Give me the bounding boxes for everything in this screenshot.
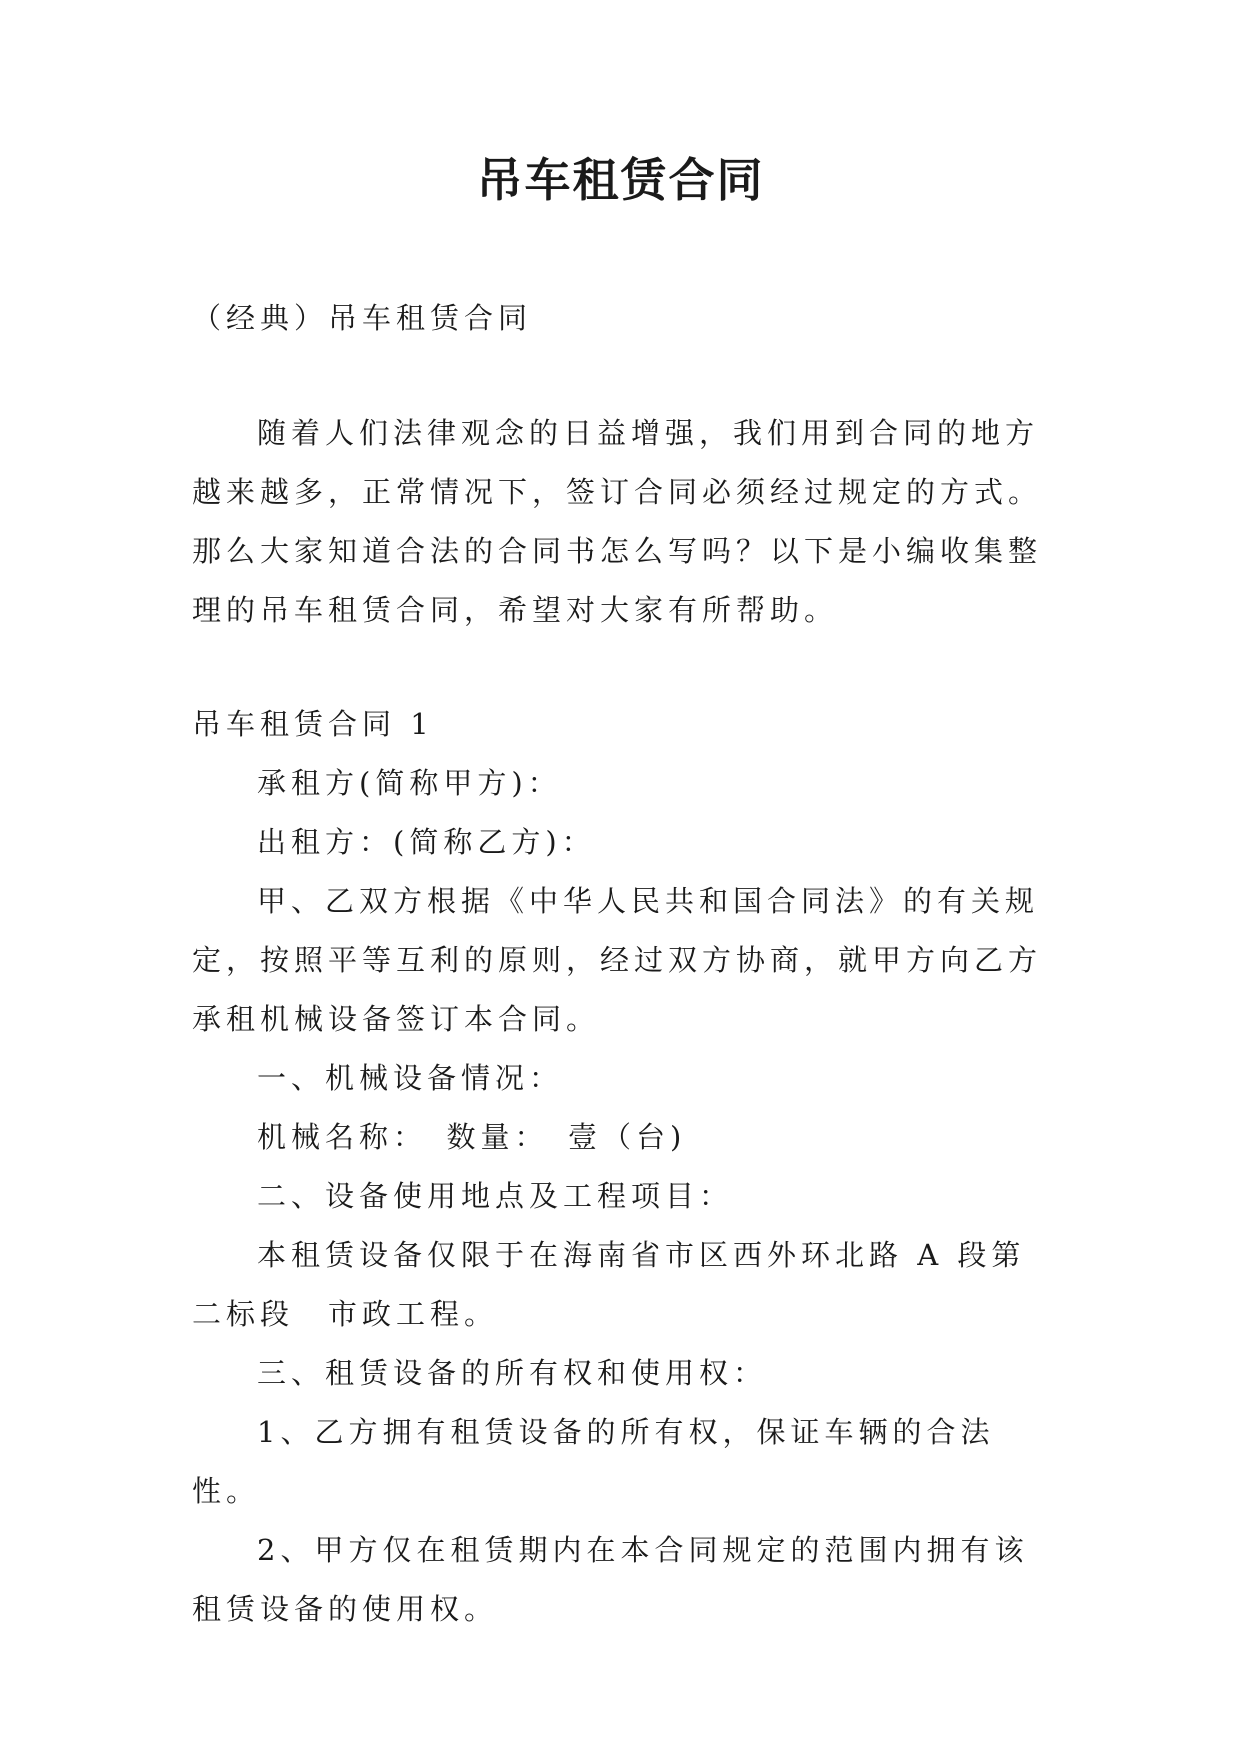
clause-paragraph: 承租方(简称甲方)： [257,766,562,800]
clause-paragraph: 一、机械设备情况： [257,1061,564,1095]
document-subtitle: （经典）吊车租赁合同 [192,301,533,335]
intro-paragraph: 随着人们法律观念的日益增强，我们用到合同的地方越来越多，正常情况下，签订合同必须经过规定的方式。那么大家知道合法的合同书怎么写吗？以下是小编收集整理的吊车租赁合同，希望对大家有所帮助。 [192,416,1043,627]
clause-paragraph: 出租方：(简称乙方)： [257,825,596,859]
contract-section [192,695,1052,1639]
clause-paragraph: 二、设备使用地点及工程项目： [257,1179,734,1213]
contract-heading: 吊车租赁合同 1 [192,707,434,741]
clause-paragraph: 甲、乙双方根据《中华人民共和国合同法》的有关规定，按照平等互利的原则，经过双方协商，就甲方向乙方承租机械设备签订本合同。 [192,884,1043,1036]
clause-paragraph: 1、乙方拥有租赁设备的所有权，保证车辆的合法性。 [192,1415,995,1508]
document-title: 吊车租赁合同 [476,153,765,207]
clause-paragraph: 2、甲方仅在租赁期内在本合同规定的范围内拥有该租赁设备的使用权。 [192,1533,1029,1626]
clause-paragraph: 三、租赁设备的所有权和使用权： [257,1356,768,1390]
clause-paragraph: 本租赁设备仅限于在海南省市区西外环北路 A 段第二标段 市政工程。 [192,1238,1026,1331]
clause-paragraph: 机械名称： 数量： 壹（台) [257,1120,687,1154]
